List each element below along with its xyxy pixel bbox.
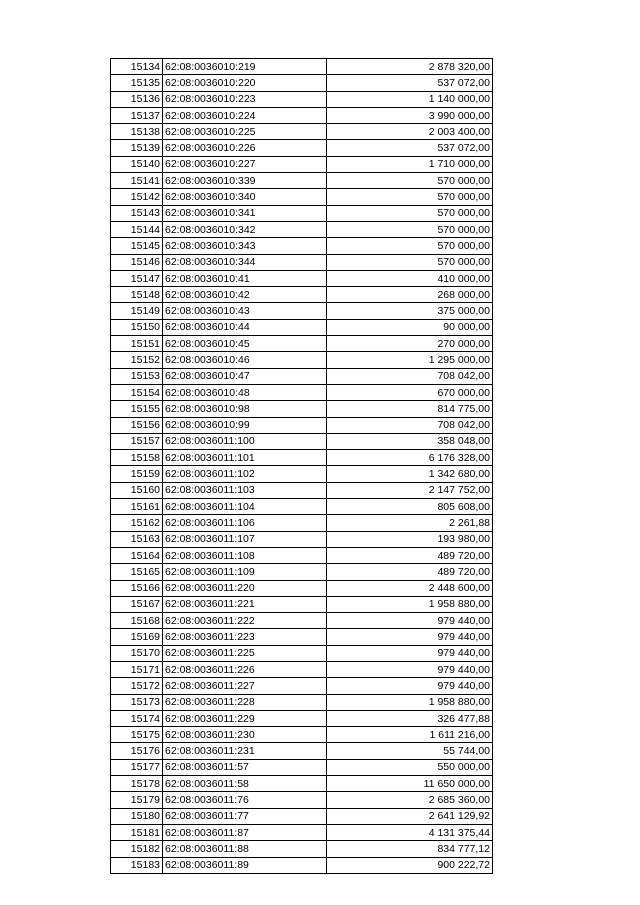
cadastral-number-cell: 62:08:0036011:57: [163, 759, 327, 775]
row-number-cell: 15181: [111, 824, 163, 840]
row-number-cell: 15135: [111, 75, 163, 91]
table-row: [111, 710, 493, 726]
cadastral-number-cell: 62:08:0036011:225: [163, 645, 327, 661]
row-number-cell: 15174: [111, 710, 163, 726]
cadastral-value-cell: 570 000,00: [327, 189, 493, 205]
cadastral-number-cell: 62:08:0036010:227: [163, 156, 327, 172]
cadastral-number-cell: 62:08:0036011:108: [163, 547, 327, 563]
table-row: [111, 857, 493, 873]
row-number-cell: 15168: [111, 613, 163, 629]
cadastral-number-cell: 62:08:0036010:44: [163, 319, 327, 335]
row-number-cell: 15166: [111, 580, 163, 596]
cadastral-value-cell: 4 131 375,44: [327, 824, 493, 840]
cadastral-value-cell: 2 003 400,00: [327, 124, 493, 140]
table-row: [111, 319, 493, 335]
cadastral-value-cell: 326 477,88: [327, 710, 493, 726]
cadastral-number-cell: 62:08:0036010:344: [163, 254, 327, 270]
cadastral-number-cell: 62:08:0036010:42: [163, 287, 327, 303]
cadastral-number-cell: 62:08:0036011:100: [163, 433, 327, 449]
cadastral-number-cell: 62:08:0036011:58: [163, 776, 327, 792]
row-number-cell: 15178: [111, 776, 163, 792]
cadastral-number-cell: 62:08:0036011:76: [163, 792, 327, 808]
cadastral-number-cell: 62:08:0036010:41: [163, 270, 327, 286]
cadastral-number-cell: 62:08:0036011:220: [163, 580, 327, 596]
table-row: [111, 499, 493, 515]
cadastral-number-cell: 62:08:0036011:106: [163, 515, 327, 531]
cadastral-value-cell: 708 042,00: [327, 368, 493, 384]
cadastral-number-cell: 62:08:0036010:47: [163, 368, 327, 384]
cadastral-value-cell: 670 000,00: [327, 384, 493, 400]
cadastral-number-cell: 62:08:0036010:342: [163, 221, 327, 237]
cadastral-value-cell: 537 072,00: [327, 140, 493, 156]
table-row: [111, 124, 493, 140]
cadastral-value-cell: 550 000,00: [327, 759, 493, 775]
row-number-cell: 15172: [111, 678, 163, 694]
row-number-cell: 15163: [111, 531, 163, 547]
cadastral-value-cell: 3 990 000,00: [327, 107, 493, 123]
table-row: [111, 205, 493, 221]
cadastral-number-cell: 62:08:0036011:102: [163, 466, 327, 482]
table-row: [111, 303, 493, 319]
cadastral-value-cell: 358 048,00: [327, 433, 493, 449]
row-number-cell: 15150: [111, 319, 163, 335]
cadastral-number-cell: 62:08:0036011:229: [163, 710, 327, 726]
cadastral-number-cell: 62:08:0036010:339: [163, 173, 327, 189]
cadastral-number-cell: 62:08:0036011:227: [163, 678, 327, 694]
row-number-cell: 15147: [111, 270, 163, 286]
cadastral-value-cell: 570 000,00: [327, 173, 493, 189]
table-row: [111, 238, 493, 254]
table-row: [111, 743, 493, 759]
table-row: [111, 629, 493, 645]
table-row: [111, 75, 493, 91]
row-number-cell: 15143: [111, 205, 163, 221]
cadastral-number-cell: 62:08:0036010:46: [163, 352, 327, 368]
row-number-cell: 15179: [111, 792, 163, 808]
cadastral-value-cell: 570 000,00: [327, 254, 493, 270]
cadastral-number-cell: 62:08:0036011:221: [163, 596, 327, 612]
table-row: [111, 270, 493, 286]
row-number-cell: 15136: [111, 91, 163, 107]
row-number-cell: 15162: [111, 515, 163, 531]
cadastral-value-cell: 268 000,00: [327, 287, 493, 303]
cadastral-number-cell: 62:08:0036010:99: [163, 417, 327, 433]
table-row: [111, 173, 493, 189]
row-number-cell: 15138: [111, 124, 163, 140]
table-row: [111, 140, 493, 156]
row-number-cell: 15152: [111, 352, 163, 368]
cadastral-number-cell: 62:08:0036010:340: [163, 189, 327, 205]
table-row: [111, 59, 493, 75]
table-row: [111, 156, 493, 172]
table-body: [111, 59, 493, 874]
cadastral-number-cell: 62:08:0036010:341: [163, 205, 327, 221]
cadastral-value-cell: 410 000,00: [327, 270, 493, 286]
cadastral-number-cell: 62:08:0036011:231: [163, 743, 327, 759]
table-row: [111, 678, 493, 694]
cadastral-value-cell: 2 147 752,00: [327, 482, 493, 498]
row-number-cell: 15144: [111, 221, 163, 237]
row-number-cell: 15153: [111, 368, 163, 384]
row-number-cell: 15156: [111, 417, 163, 433]
cadastral-value-cell: 6 176 328,00: [327, 450, 493, 466]
table-row: [111, 596, 493, 612]
table-row: [111, 384, 493, 400]
cadastral-value-cell: 1 958 880,00: [327, 596, 493, 612]
cadastral-number-cell: 62:08:0036011:222: [163, 613, 327, 629]
row-number-cell: 15140: [111, 156, 163, 172]
cadastral-number-cell: 62:08:0036011:101: [163, 450, 327, 466]
table-row: [111, 336, 493, 352]
cadastral-number-cell: 62:08:0036011:88: [163, 841, 327, 857]
cadastral-value-cell: 2 448 600,00: [327, 580, 493, 596]
row-number-cell: 15177: [111, 759, 163, 775]
table-row: [111, 368, 493, 384]
cadastral-value-cell: 805 608,00: [327, 499, 493, 515]
table-row: [111, 547, 493, 563]
cadastral-value-cell: 979 440,00: [327, 645, 493, 661]
table-row: [111, 613, 493, 629]
cadastral-value-cell: 537 072,00: [327, 75, 493, 91]
cadastral-value-cell: 11 650 000,00: [327, 776, 493, 792]
row-number-cell: 15139: [111, 140, 163, 156]
table-row: [111, 401, 493, 417]
cadastral-number-cell: 62:08:0036011:230: [163, 727, 327, 743]
cadastral-value-cell: 708 042,00: [327, 417, 493, 433]
cadastral-value-cell: 489 720,00: [327, 564, 493, 580]
cadastral-value-cell: 1 140 000,00: [327, 91, 493, 107]
cadastral-number-cell: 62:08:0036011:87: [163, 824, 327, 840]
cadastral-number-cell: 62:08:0036010:224: [163, 107, 327, 123]
cadastral-value-table: [110, 58, 493, 874]
cadastral-value-cell: 570 000,00: [327, 238, 493, 254]
cadastral-number-cell: 62:08:0036010:220: [163, 75, 327, 91]
table-row: [111, 221, 493, 237]
table-row: [111, 254, 493, 270]
row-number-cell: 15158: [111, 450, 163, 466]
row-number-cell: 15155: [111, 401, 163, 417]
cadastral-value-cell: 1 611 216,00: [327, 727, 493, 743]
row-number-cell: 15141: [111, 173, 163, 189]
row-number-cell: 15160: [111, 482, 163, 498]
table-row: [111, 824, 493, 840]
row-number-cell: 15159: [111, 466, 163, 482]
row-number-cell: 15167: [111, 596, 163, 612]
cadastral-value-cell: 1 958 880,00: [327, 694, 493, 710]
cadastral-number-cell: 62:08:0036010:45: [163, 336, 327, 352]
row-number-cell: 15149: [111, 303, 163, 319]
cadastral-value-cell: 900 222,72: [327, 857, 493, 873]
cadastral-number-cell: 62:08:0036011:223: [163, 629, 327, 645]
row-number-cell: 15154: [111, 384, 163, 400]
row-number-cell: 15170: [111, 645, 163, 661]
cadastral-value-cell: 270 000,00: [327, 336, 493, 352]
row-number-cell: 15175: [111, 727, 163, 743]
cadastral-value-cell: 2 878 320,00: [327, 59, 493, 75]
table-row: [111, 759, 493, 775]
row-number-cell: 15165: [111, 564, 163, 580]
row-number-cell: 15161: [111, 499, 163, 515]
table-row: [111, 564, 493, 580]
cadastral-value-cell: 2 685 360,00: [327, 792, 493, 808]
cadastral-number-cell: 62:08:0036011:107: [163, 531, 327, 547]
cadastral-value-cell: 570 000,00: [327, 205, 493, 221]
cadastral-value-cell: 834 777,12: [327, 841, 493, 857]
table-row: [111, 694, 493, 710]
cadastral-number-cell: 62:08:0036010:48: [163, 384, 327, 400]
row-number-cell: 15145: [111, 238, 163, 254]
cadastral-value-cell: 2 261,88: [327, 515, 493, 531]
table-row: [111, 531, 493, 547]
table-row: [111, 645, 493, 661]
cadastral-number-cell: 62:08:0036011:103: [163, 482, 327, 498]
row-number-cell: 15180: [111, 808, 163, 824]
row-number-cell: 15137: [111, 107, 163, 123]
cadastral-value-cell: 1 710 000,00: [327, 156, 493, 172]
row-number-cell: 15164: [111, 547, 163, 563]
row-number-cell: 15169: [111, 629, 163, 645]
row-number-cell: 15151: [111, 336, 163, 352]
table-row: [111, 482, 493, 498]
cadastral-number-cell: 62:08:0036010:225: [163, 124, 327, 140]
cadastral-number-cell: 62:08:0036010:223: [163, 91, 327, 107]
cadastral-number-cell: 62:08:0036010:343: [163, 238, 327, 254]
cadastral-number-cell: 62:08:0036011:226: [163, 661, 327, 677]
row-number-cell: 15173: [111, 694, 163, 710]
table-row: [111, 466, 493, 482]
cadastral-value-cell: 2 641 129,92: [327, 808, 493, 824]
row-number-cell: 15183: [111, 857, 163, 873]
table-row: [111, 515, 493, 531]
table-row: [111, 841, 493, 857]
cadastral-value-cell: 375 000,00: [327, 303, 493, 319]
cadastral-value-cell: 979 440,00: [327, 613, 493, 629]
cadastral-value-cell: 979 440,00: [327, 629, 493, 645]
table-row: [111, 287, 493, 303]
cadastral-value-cell: 979 440,00: [327, 678, 493, 694]
cadastral-number-cell: 62:08:0036011:104: [163, 499, 327, 515]
table-row: [111, 808, 493, 824]
cadastral-value-cell: 1 342 680,00: [327, 466, 493, 482]
cadastral-number-cell: 62:08:0036011:77: [163, 808, 327, 824]
row-number-cell: 15157: [111, 433, 163, 449]
cadastral-number-cell: 62:08:0036011:89: [163, 857, 327, 873]
row-number-cell: 15171: [111, 661, 163, 677]
table-row: [111, 661, 493, 677]
table-row: [111, 433, 493, 449]
cadastral-number-cell: 62:08:0036010:219: [163, 59, 327, 75]
cadastral-value-cell: 1 295 000,00: [327, 352, 493, 368]
table-row: [111, 580, 493, 596]
table-row: [111, 417, 493, 433]
table-row: [111, 352, 493, 368]
cadastral-number-cell: 62:08:0036010:226: [163, 140, 327, 156]
row-number-cell: 15134: [111, 59, 163, 75]
table-row: [111, 792, 493, 808]
cadastral-value-cell: 90 000,00: [327, 319, 493, 335]
cadastral-value-cell: 570 000,00: [327, 221, 493, 237]
row-number-cell: 15148: [111, 287, 163, 303]
table-row: [111, 450, 493, 466]
cadastral-value-cell: 814 775,00: [327, 401, 493, 417]
row-number-cell: 15146: [111, 254, 163, 270]
row-number-cell: 15142: [111, 189, 163, 205]
cadastral-value-cell: 55 744,00: [327, 743, 493, 759]
row-number-cell: 15176: [111, 743, 163, 759]
table-row: [111, 727, 493, 743]
cadastral-value-cell: 193 980,00: [327, 531, 493, 547]
cadastral-value-cell: 979 440,00: [327, 661, 493, 677]
cadastral-number-cell: 62:08:0036011:109: [163, 564, 327, 580]
cadastral-number-cell: 62:08:0036011:228: [163, 694, 327, 710]
cadastral-number-cell: 62:08:0036010:43: [163, 303, 327, 319]
table-row: [111, 776, 493, 792]
table-row: [111, 189, 493, 205]
table-row: [111, 91, 493, 107]
cadastral-value-cell: 489 720,00: [327, 547, 493, 563]
cadastral-number-cell: 62:08:0036010:98: [163, 401, 327, 417]
table-row: [111, 107, 493, 123]
row-number-cell: 15182: [111, 841, 163, 857]
